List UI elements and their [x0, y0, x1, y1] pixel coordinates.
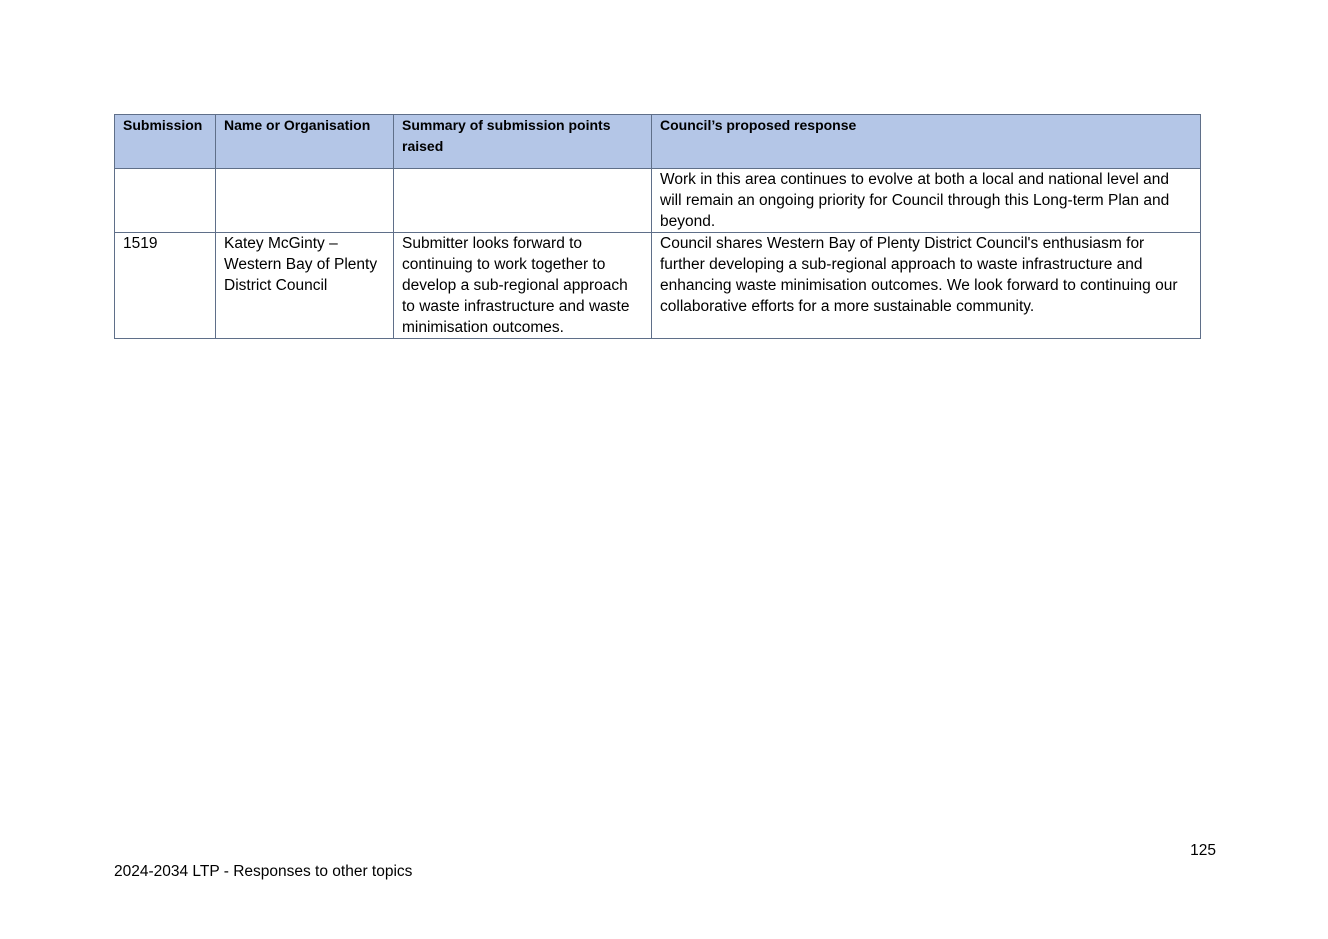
cell-summary: Submitter looks forward to continuing to work together to develop a sub-regional approach to waste infrastructure and waste minimisation outcomes. — [394, 233, 652, 339]
submissions-table — [114, 114, 1201, 339]
header-summary: Summary of submission points raised — [394, 115, 652, 169]
header-council-response: Council’s proposed response — [652, 115, 1201, 169]
cell-response: Work in this area continues to evolve at both a local and national level and will remain an ongoing priority for Council through this Long-term Plan and beyond. — [652, 169, 1201, 233]
cell-summary — [394, 169, 652, 233]
table-header-row — [115, 115, 1201, 169]
table-row — [115, 169, 1201, 233]
footer-document-title: 2024-2034 LTP - Responses to other topics — [114, 863, 413, 880]
cell-name: Katey McGinty – Western Bay of Plenty District Council — [216, 233, 394, 339]
cell-name — [216, 169, 394, 233]
cell-response: Council shares Western Bay of Plenty District Council's enthusiasm for further developing a sub-regional approach to waste infrastructure and enhancing waste minimisation outcomes. We look forward to continuing our collaborative efforts for a more sustainable community. — [652, 233, 1201, 339]
header-name-or-organisation: Name or Organisation — [216, 115, 394, 169]
header-submission: Submission — [115, 115, 216, 169]
cell-submission: 1519 — [115, 233, 216, 339]
cell-submission — [115, 169, 216, 233]
page-number: 125 — [1190, 842, 1216, 859]
table-row — [115, 233, 1201, 339]
